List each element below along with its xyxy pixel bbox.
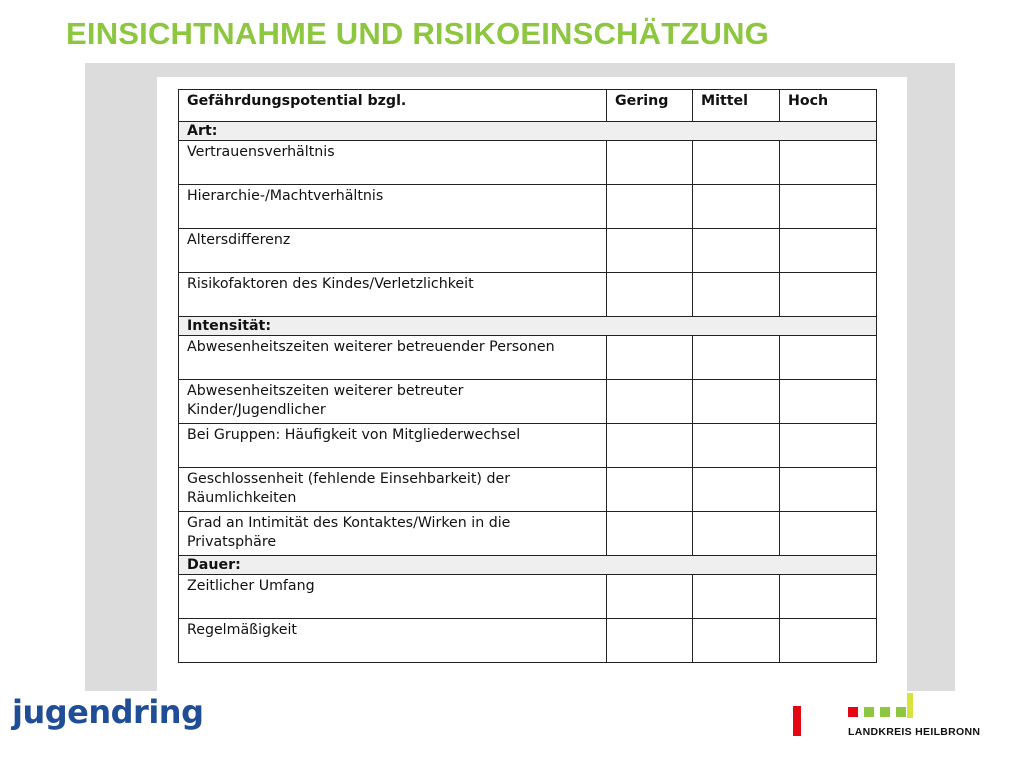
rating-cell-high — [780, 468, 877, 512]
jugendring-logo: jugendring — [12, 693, 204, 731]
rating-cell-high — [780, 273, 877, 317]
rating-cell-high — [780, 512, 877, 556]
rating-cell-low — [607, 141, 693, 185]
rating-cell-high — [780, 141, 877, 185]
slide-title: EINSICHTNAHME UND RISIKOEINSCHÄTZUNG — [66, 16, 769, 51]
rating-cell-medium — [693, 512, 780, 556]
rating-cell-low — [607, 575, 693, 619]
section-row — [179, 317, 877, 336]
section-label: Dauer: — [179, 556, 877, 575]
criterion-label: Vertrauensverhältnis — [179, 141, 607, 185]
rating-cell-low — [607, 273, 693, 317]
table-row — [179, 229, 877, 273]
criterion-label: Regelmäßigkeit — [179, 619, 607, 663]
section-label: Intensität: — [179, 317, 877, 336]
rating-cell-low — [607, 424, 693, 468]
logo-square — [896, 707, 906, 717]
rating-cell-medium — [693, 380, 780, 424]
criterion-label: Altersdifferenz — [179, 229, 607, 273]
rating-cell-high — [780, 619, 877, 663]
rating-cell-low — [607, 185, 693, 229]
rating-cell-medium — [693, 185, 780, 229]
header-criterion: Gefährdungspotential bzgl. — [179, 90, 607, 122]
rating-cell-medium — [693, 273, 780, 317]
rating-cell-low — [607, 468, 693, 512]
rating-cell-high — [780, 336, 877, 380]
table-row — [179, 468, 877, 512]
criterion-label: Risikofaktoren des Kindes/Verletzlichkeit — [179, 273, 607, 317]
table-row — [179, 619, 877, 663]
criterion-label: Grad an Intimität des Kontaktes/Wirken in die Privatsphäre — [179, 512, 607, 556]
criterion-label: Hierarchie-/Machtverhältnis — [179, 185, 607, 229]
header-low: Gering — [607, 90, 693, 122]
logo-square — [880, 707, 890, 717]
rating-cell-high — [780, 575, 877, 619]
section-label: Art: — [179, 122, 877, 141]
table-row — [179, 141, 877, 185]
rating-cell-medium — [693, 619, 780, 663]
rating-cell-high — [780, 424, 877, 468]
table-row — [179, 273, 877, 317]
criterion-label: Geschlossenheit (fehlende Einsehbarkeit) der Räumlichkeiten — [179, 468, 607, 512]
risk-assessment-table — [178, 89, 877, 663]
rating-cell-medium — [693, 141, 780, 185]
table-row — [179, 380, 877, 424]
rating-cell-medium — [693, 424, 780, 468]
table-row — [179, 424, 877, 468]
logo-square — [864, 707, 874, 717]
section-row — [179, 556, 877, 575]
criterion-label: Abwesenheitszeiten weiterer betreuender Personen — [179, 336, 607, 380]
criterion-label: Zeitlicher Umfang — [179, 575, 607, 619]
rating-cell-medium — [693, 336, 780, 380]
rating-cell-high — [780, 380, 877, 424]
rating-cell-low — [607, 336, 693, 380]
table-row — [179, 336, 877, 380]
criterion-label: Bei Gruppen: Häufigkeit von Mitgliederwechsel — [179, 424, 607, 468]
logo-square — [848, 707, 858, 717]
section-row — [179, 122, 877, 141]
table-header-row — [179, 90, 877, 122]
logo-red-bar — [793, 706, 801, 736]
table-row — [179, 185, 877, 229]
rating-cell-medium — [693, 468, 780, 512]
rating-cell-low — [607, 619, 693, 663]
rating-cell-high — [780, 229, 877, 273]
rating-cell-medium — [693, 229, 780, 273]
table-row — [179, 575, 877, 619]
logo-yellow-bar — [907, 693, 913, 718]
header-high: Hoch — [780, 90, 877, 122]
landkreis-logo-text: LANDKREIS HEILBRONN — [848, 726, 981, 738]
criterion-label: Abwesenheitszeiten weiterer betreuter Kinder/Jugendlicher — [179, 380, 607, 424]
table-row — [179, 512, 877, 556]
table-body — [179, 122, 877, 663]
rating-cell-low — [607, 512, 693, 556]
rating-cell-high — [780, 185, 877, 229]
rating-cell-low — [607, 380, 693, 424]
rating-cell-medium — [693, 575, 780, 619]
header-medium: Mittel — [693, 90, 780, 122]
rating-cell-low — [607, 229, 693, 273]
